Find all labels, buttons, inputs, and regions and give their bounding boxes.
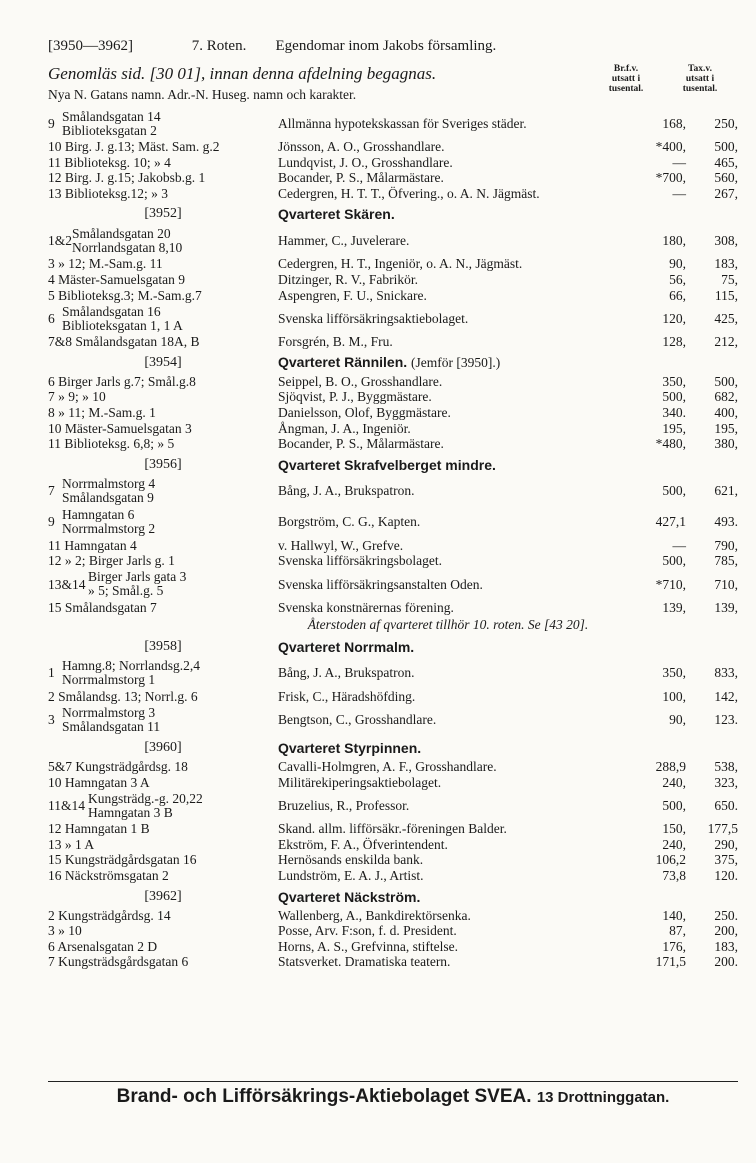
fire-insurance-value: 56, bbox=[669, 271, 686, 287]
fire-insurance-value: 139, bbox=[662, 599, 686, 615]
fire-insurance-value: 87, bbox=[669, 923, 686, 939]
address-line: Smålandsgatan 9 bbox=[62, 490, 154, 506]
address-line: Norrmalmstorg 2 bbox=[62, 521, 156, 537]
tax-value: 323, bbox=[714, 774, 738, 790]
owner-name: Seippel, B. O., Grosshandlare. bbox=[278, 373, 443, 389]
property-row bbox=[48, 405, 738, 421]
address-line: Norrmalmstorg 3 bbox=[62, 705, 156, 720]
property-address: 10 Hamngatan 3 A bbox=[48, 774, 150, 790]
tax-value: 710, bbox=[714, 576, 738, 592]
tax-value: 650. bbox=[714, 797, 738, 813]
block-header bbox=[48, 737, 738, 759]
owner-name: Posse, Arv. F:son, f. d. President. bbox=[278, 923, 457, 939]
tax-value: 120. bbox=[714, 868, 738, 884]
address-line: Kungsträdg.-g. 20,22 bbox=[88, 791, 203, 806]
block-name: Qvarteret Skrafvelberget mindre. bbox=[278, 456, 496, 473]
fire-insurance-value: 500, bbox=[662, 797, 686, 813]
tax-value: 123. bbox=[714, 711, 738, 727]
tax-value: 267, bbox=[714, 185, 738, 201]
owner-name: Horns, A. S., Grefvinna, stiftelse. bbox=[278, 938, 458, 954]
property-row bbox=[48, 476, 738, 507]
property-address bbox=[48, 305, 278, 333]
owner-name: Bocander, P. S., Målarmästare. bbox=[278, 436, 444, 452]
tax-value: 308, bbox=[714, 233, 738, 249]
owner-name: Cedergren, H. T., Ingeniör, o. A. N., Jägmäst. bbox=[278, 256, 523, 272]
property-row bbox=[48, 288, 738, 304]
fire-insurance-value: 180, bbox=[662, 233, 686, 249]
owner-name: Ekström, F. A., Öfverintendent. bbox=[278, 836, 448, 852]
tax-value: 177,5 bbox=[707, 821, 738, 837]
fire-insurance-value: — bbox=[672, 537, 686, 553]
property-row bbox=[48, 759, 738, 775]
owner-name: Danielsson, Olof, Byggmästare. bbox=[278, 404, 451, 420]
property-address: 15 Smålandsgatan 7 bbox=[48, 599, 157, 615]
property-address: 5&7 Kungsträdgårdsg. 18 bbox=[48, 759, 188, 775]
property-row bbox=[48, 704, 738, 735]
block-name: Qvarteret Norrmalm. bbox=[278, 638, 415, 655]
property-number: 13&14 bbox=[48, 576, 86, 592]
property-address: 3 » 12; M.-Sam.g. 11 bbox=[48, 256, 163, 272]
property-row bbox=[48, 374, 738, 390]
owner-name: v. Hallwyl, W., Grefve. bbox=[278, 537, 404, 553]
property-address bbox=[48, 570, 278, 598]
property-address bbox=[48, 792, 278, 820]
address-line: Hamngatan 6 bbox=[62, 508, 135, 523]
property-row bbox=[48, 334, 738, 350]
tax-value: 682, bbox=[714, 389, 738, 405]
fire-insurance-value: 427,1 bbox=[655, 514, 686, 530]
fire-insurance-value: 66, bbox=[669, 287, 686, 303]
property-row bbox=[48, 868, 738, 884]
property-address: 2 Kungsträdgårdsg. 14 bbox=[48, 907, 171, 923]
tax-value: 493. bbox=[714, 514, 738, 530]
property-row bbox=[48, 954, 738, 970]
property-address bbox=[48, 227, 278, 255]
property-address: 8 » 11; M.-Sam.g. 1 bbox=[48, 404, 156, 420]
property-address: 7 Kungsträdsgårdsgatan 6 bbox=[48, 954, 189, 970]
property-row bbox=[48, 389, 738, 405]
property-address: 6 Birger Jarls g.7; Smål.g.8 bbox=[48, 373, 196, 389]
fire-insurance-value: *700, bbox=[655, 170, 686, 186]
tax-value: 560, bbox=[714, 170, 738, 186]
property-row bbox=[48, 908, 738, 924]
block-header bbox=[48, 636, 738, 658]
reading-note: Genomläs sid. [30 01], innan denna afdelning begagnas. bbox=[48, 64, 437, 83]
fire-insurance-value: 195, bbox=[662, 420, 686, 436]
owner-name: Frisk, C., Häradshöfding. bbox=[278, 688, 416, 704]
property-row bbox=[48, 939, 738, 955]
property-row bbox=[48, 775, 738, 791]
fire-insurance-value: *400, bbox=[655, 139, 686, 154]
owner-name: Sjöqvist, P. J., Byggmästare. bbox=[278, 389, 432, 405]
fire-insurance-value: 240, bbox=[662, 774, 686, 790]
footer-address: 13 Drottninggatan. bbox=[536, 1089, 670, 1106]
property-row bbox=[48, 538, 738, 554]
property-number: 1&2 bbox=[48, 233, 73, 249]
fire-insurance-value: — bbox=[672, 154, 686, 170]
footer-divider bbox=[48, 1081, 738, 1082]
fire-insurance-value: *480, bbox=[655, 436, 686, 452]
fire-insurance-value: 168, bbox=[662, 115, 686, 131]
footer-advert bbox=[48, 1086, 738, 1108]
property-address: 10 Birg. J. g.13; Mäst. Sam. g.2 bbox=[48, 139, 220, 154]
property-row bbox=[48, 837, 738, 853]
owner-name: Bocander, P. S., Målarmästare. bbox=[278, 170, 444, 186]
fire-insurance-value: 100, bbox=[662, 688, 686, 704]
property-row bbox=[48, 303, 738, 334]
owner-name: Cavalli-Holmgren, A. F., Grosshandlare. bbox=[278, 759, 497, 775]
address-line: Hamngatan 3 B bbox=[88, 804, 173, 820]
block-header bbox=[48, 352, 738, 374]
property-address: 13 » 1 A bbox=[48, 836, 95, 852]
property-address: 12 Birg. J. g.15; Jakobsb.g. 1 bbox=[48, 170, 206, 186]
tax-value: 75, bbox=[721, 271, 738, 287]
address-line: Smålandsgatan 11 bbox=[62, 718, 161, 734]
property-row bbox=[48, 553, 738, 569]
fire-insurance-value: 171,5 bbox=[655, 954, 686, 970]
block-header bbox=[48, 886, 738, 908]
property-row bbox=[48, 225, 738, 256]
owner-name: Cedergren, H. T. T., Öfvering., o. A. N. Jägmäst. bbox=[278, 185, 540, 201]
property-address: 10 Mäster-Samuelsgatan 3 bbox=[48, 420, 192, 436]
block-header bbox=[48, 203, 738, 225]
property-row bbox=[48, 689, 738, 705]
property-address: 3 » 10 bbox=[48, 923, 82, 939]
owner-name: Jönsson, A. O., Grosshandlare. bbox=[278, 139, 445, 154]
owner-name: Ditzinger, R. V., Fabrikör. bbox=[278, 271, 418, 287]
tax-value: 833, bbox=[714, 665, 738, 681]
block-name: Qvarteret Skären. bbox=[278, 206, 395, 223]
property-address: 7 » 9; » 10 bbox=[48, 389, 106, 405]
fire-insurance-value: 500, bbox=[662, 483, 686, 499]
page-title: Egendomar inom Jakobs församling. bbox=[275, 38, 497, 54]
owner-name: Allmänna hypotekskassan för Sveriges städer. bbox=[278, 115, 527, 131]
tax-value: 250. bbox=[714, 907, 738, 923]
tax-header: Tax.v. utsatt i tusental. bbox=[682, 64, 718, 94]
block-number: [3954] bbox=[144, 354, 182, 370]
tax-value: 139, bbox=[714, 599, 738, 615]
property-row bbox=[48, 256, 738, 272]
column-header-left: Nya N. Gatans namn. Adr.-N. Huseg. namn och karakter. bbox=[48, 87, 357, 102]
block-number: [3956] bbox=[144, 456, 182, 472]
owner-name: Svenska lifförsäkringsaktiebolaget. bbox=[278, 310, 469, 326]
address-lines bbox=[62, 706, 160, 734]
property-address: 13 Biblioteksg.12; » 3 bbox=[48, 185, 169, 201]
property-number: 7 bbox=[48, 483, 55, 499]
owner-name: Aspengren, F. U., Snickare. bbox=[278, 287, 427, 303]
address-line: Norrmalmstorg 1 bbox=[62, 672, 156, 687]
property-address: 5 Biblioteksg.3; M.-Sam.g.7 bbox=[48, 287, 202, 303]
property-address: 11 Biblioteksg. 6,8; » 5 bbox=[48, 436, 175, 452]
property-row bbox=[48, 436, 738, 452]
property-list bbox=[48, 108, 738, 970]
tax-value: 142, bbox=[714, 688, 738, 704]
owner-name: Wallenberg, A., Bankdirektörsenka. bbox=[278, 907, 471, 923]
owner-name: Bruzelius, R., Professor. bbox=[278, 797, 410, 813]
tax-value: 500, bbox=[714, 139, 738, 154]
property-number: 9 bbox=[48, 115, 55, 131]
owner-name: Skand. allm. lifförsäkr.-föreningen Balder. bbox=[278, 821, 507, 837]
property-row bbox=[48, 923, 738, 939]
tax-value: 500, bbox=[714, 373, 738, 389]
address-lines bbox=[62, 477, 155, 505]
property-address: 11 Biblioteksg. 10; » 4 bbox=[48, 154, 171, 170]
property-row bbox=[48, 272, 738, 288]
fire-insurance-value: 500, bbox=[662, 389, 686, 405]
block-number: [3960] bbox=[144, 740, 182, 756]
property-address: 6 Arsenalsgatan 2 D bbox=[48, 938, 158, 954]
fire-insurance-value: 350, bbox=[662, 665, 686, 681]
property-address: 15 Kungsträdgårdsgatan 16 bbox=[48, 852, 197, 868]
tax-value: 195, bbox=[714, 420, 738, 436]
tax-value: 465, bbox=[714, 154, 738, 170]
property-address bbox=[48, 477, 278, 505]
tax-value: 425, bbox=[714, 310, 738, 326]
owner-name: Lundström, E. A. J., Artist. bbox=[278, 868, 424, 884]
owner-name: Hammer, C., Juvelerare. bbox=[278, 233, 410, 249]
property-number: 3 bbox=[48, 711, 55, 727]
fire-insurance-value: 140, bbox=[662, 907, 686, 923]
fire-insurance-value: — bbox=[672, 185, 686, 201]
property-row bbox=[48, 852, 738, 868]
block-number: [3952] bbox=[144, 206, 182, 222]
property-number: 11&14 bbox=[48, 797, 85, 813]
property-address: 12 Hamngatan 1 B bbox=[48, 821, 150, 837]
property-row bbox=[48, 421, 738, 437]
block-cross-reference: (Jemför [3950].) bbox=[411, 355, 501, 371]
tax-value: 200, bbox=[714, 923, 738, 939]
property-row bbox=[48, 507, 738, 538]
address-line: Hamng.8; Norrlandsg.2,4 bbox=[62, 659, 200, 673]
owner-name: Bång, J. A., Brukspatron. bbox=[278, 665, 415, 681]
address-line: Smålandsgatan 20 bbox=[72, 226, 171, 241]
property-row bbox=[48, 569, 738, 600]
tax-value: 290, bbox=[714, 836, 738, 852]
address-lines bbox=[72, 227, 182, 255]
property-address: 11 Hamngatan 4 bbox=[48, 537, 137, 553]
owner-name: Forsgrén, B. M., Fru. bbox=[278, 334, 393, 350]
fire-insurance-value: 150, bbox=[662, 821, 686, 837]
block-name: Qvarteret Näckström. bbox=[278, 888, 421, 905]
owner-name: Bengtson, C., Grosshandlare. bbox=[278, 711, 437, 727]
address-lines bbox=[88, 570, 186, 598]
tax-value: 250, bbox=[714, 115, 738, 131]
tax-value: 790, bbox=[714, 537, 738, 553]
block-number: [3962] bbox=[144, 888, 182, 904]
tax-value: 183, bbox=[714, 256, 738, 272]
property-address bbox=[48, 659, 278, 687]
fire-insurance-value: 73,8 bbox=[662, 868, 686, 884]
owner-name: Borgström, C. G., Kapten. bbox=[278, 514, 421, 530]
fire-insurance-value: *710, bbox=[655, 576, 686, 592]
tax-value: 200. bbox=[714, 954, 738, 970]
owner-name: Svenska lifförsäkringsanstalten Oden. bbox=[278, 576, 483, 592]
tax-value: 785, bbox=[714, 553, 738, 569]
block-remark: Återstoden af qvarteret tillhör 10. roten. Se [43 20]. bbox=[307, 616, 589, 632]
block-name: Qvarteret Styrpinnen. bbox=[278, 740, 422, 757]
fire-insurance-value: 90, bbox=[669, 256, 686, 272]
brf-header: Br.f.v. utsatt i tusental. bbox=[608, 64, 644, 94]
tax-value: 380, bbox=[714, 436, 738, 452]
fire-insurance-value: 120, bbox=[662, 310, 686, 326]
address-lines bbox=[62, 659, 200, 687]
property-address: 4 Mäster-Samuelsgatan 9 bbox=[48, 271, 185, 287]
address-line: Smålandsgatan 16 bbox=[62, 304, 161, 319]
property-number: 9 bbox=[48, 514, 55, 530]
address-lines bbox=[62, 305, 183, 333]
fire-insurance-value: 240, bbox=[662, 836, 686, 852]
property-address bbox=[48, 110, 278, 138]
address-line: Norrmalmstorg 4 bbox=[62, 477, 156, 492]
tax-value: 375, bbox=[714, 852, 738, 868]
fire-insurance-value: 90, bbox=[669, 711, 686, 727]
fire-insurance-value: 288,9 bbox=[655, 759, 686, 775]
property-address: 7&8 Smålandsgatan 18A, B bbox=[48, 334, 200, 350]
fire-insurance-value: 176, bbox=[662, 938, 686, 954]
property-address: 12 » 2; Birger Jarls g. 1 bbox=[48, 553, 175, 569]
footer-company: Brand- och Lifförsäkrings-Aktiebolaget SVEA. bbox=[116, 1086, 532, 1107]
page-header bbox=[48, 38, 716, 55]
page-range: [3950—3962] bbox=[48, 38, 133, 54]
tax-value: 212, bbox=[714, 334, 738, 350]
address-line: Biblioteksgatan 1, 1 A bbox=[62, 317, 183, 333]
property-row bbox=[48, 170, 738, 186]
owner-name: Hernösands enskilda bank. bbox=[278, 852, 424, 868]
property-row bbox=[48, 821, 738, 837]
property-row bbox=[48, 108, 738, 139]
property-address: 16 Näckströmsgatan 2 bbox=[48, 868, 169, 884]
property-row bbox=[48, 600, 738, 616]
property-number: 6 bbox=[48, 310, 55, 326]
district-label: 7. Roten. bbox=[191, 38, 247, 54]
tax-value: 538, bbox=[714, 759, 738, 775]
address-line: Smålandsgatan 14 bbox=[62, 109, 161, 124]
property-address bbox=[48, 508, 278, 536]
tax-value: 183, bbox=[714, 938, 738, 954]
owner-name: Svenska konstnärernas förening. bbox=[278, 599, 454, 615]
property-row bbox=[48, 790, 738, 821]
block-header bbox=[48, 454, 738, 476]
address-line: » 5; Smål.g. 5 bbox=[88, 583, 164, 599]
fire-insurance-value: 350, bbox=[662, 373, 686, 389]
block-name: Qvarteret Rännilen. (Jemför [3950].) bbox=[278, 354, 501, 371]
property-row bbox=[48, 186, 738, 202]
fire-insurance-value: 128, bbox=[662, 334, 686, 350]
owner-name: Ångman, J. A., Ingeniör. bbox=[278, 420, 411, 436]
property-row bbox=[48, 658, 738, 689]
property-address: 2 Smålandsg. 13; Norrl.g. 6 bbox=[48, 688, 198, 704]
address-lines bbox=[62, 110, 161, 138]
address-lines bbox=[62, 508, 155, 536]
property-row bbox=[48, 139, 738, 155]
property-number: 1 bbox=[48, 665, 55, 681]
fire-insurance-value: 106,2 bbox=[655, 852, 686, 868]
tax-value: 115, bbox=[714, 287, 738, 303]
block-number: [3958] bbox=[144, 638, 182, 654]
address-line: Biblioteksgatan 2 bbox=[62, 122, 157, 138]
owner-name: Militärekiperingsaktiebolaget. bbox=[278, 774, 442, 790]
property-address bbox=[48, 706, 278, 734]
address-line: Norrlandsgatan 8,10 bbox=[72, 239, 183, 255]
owner-name: Lundqvist, J. O., Grosshandlare. bbox=[278, 154, 453, 170]
fire-insurance-value: 500, bbox=[662, 553, 686, 569]
fire-insurance-value: 340. bbox=[662, 404, 686, 420]
owner-name: Bång, J. A., Brukspatron. bbox=[278, 483, 415, 499]
tax-value: 621, bbox=[714, 483, 738, 499]
address-lines bbox=[88, 792, 203, 820]
property-row bbox=[48, 155, 738, 171]
tax-value: 400, bbox=[714, 404, 738, 420]
address-line: Birger Jarls gata 3 bbox=[88, 570, 187, 585]
owner-name: Svenska lifförsäkringsbolaget. bbox=[278, 553, 442, 569]
owner-name: Statsverket. Dramatiska teatern. bbox=[278, 954, 451, 970]
